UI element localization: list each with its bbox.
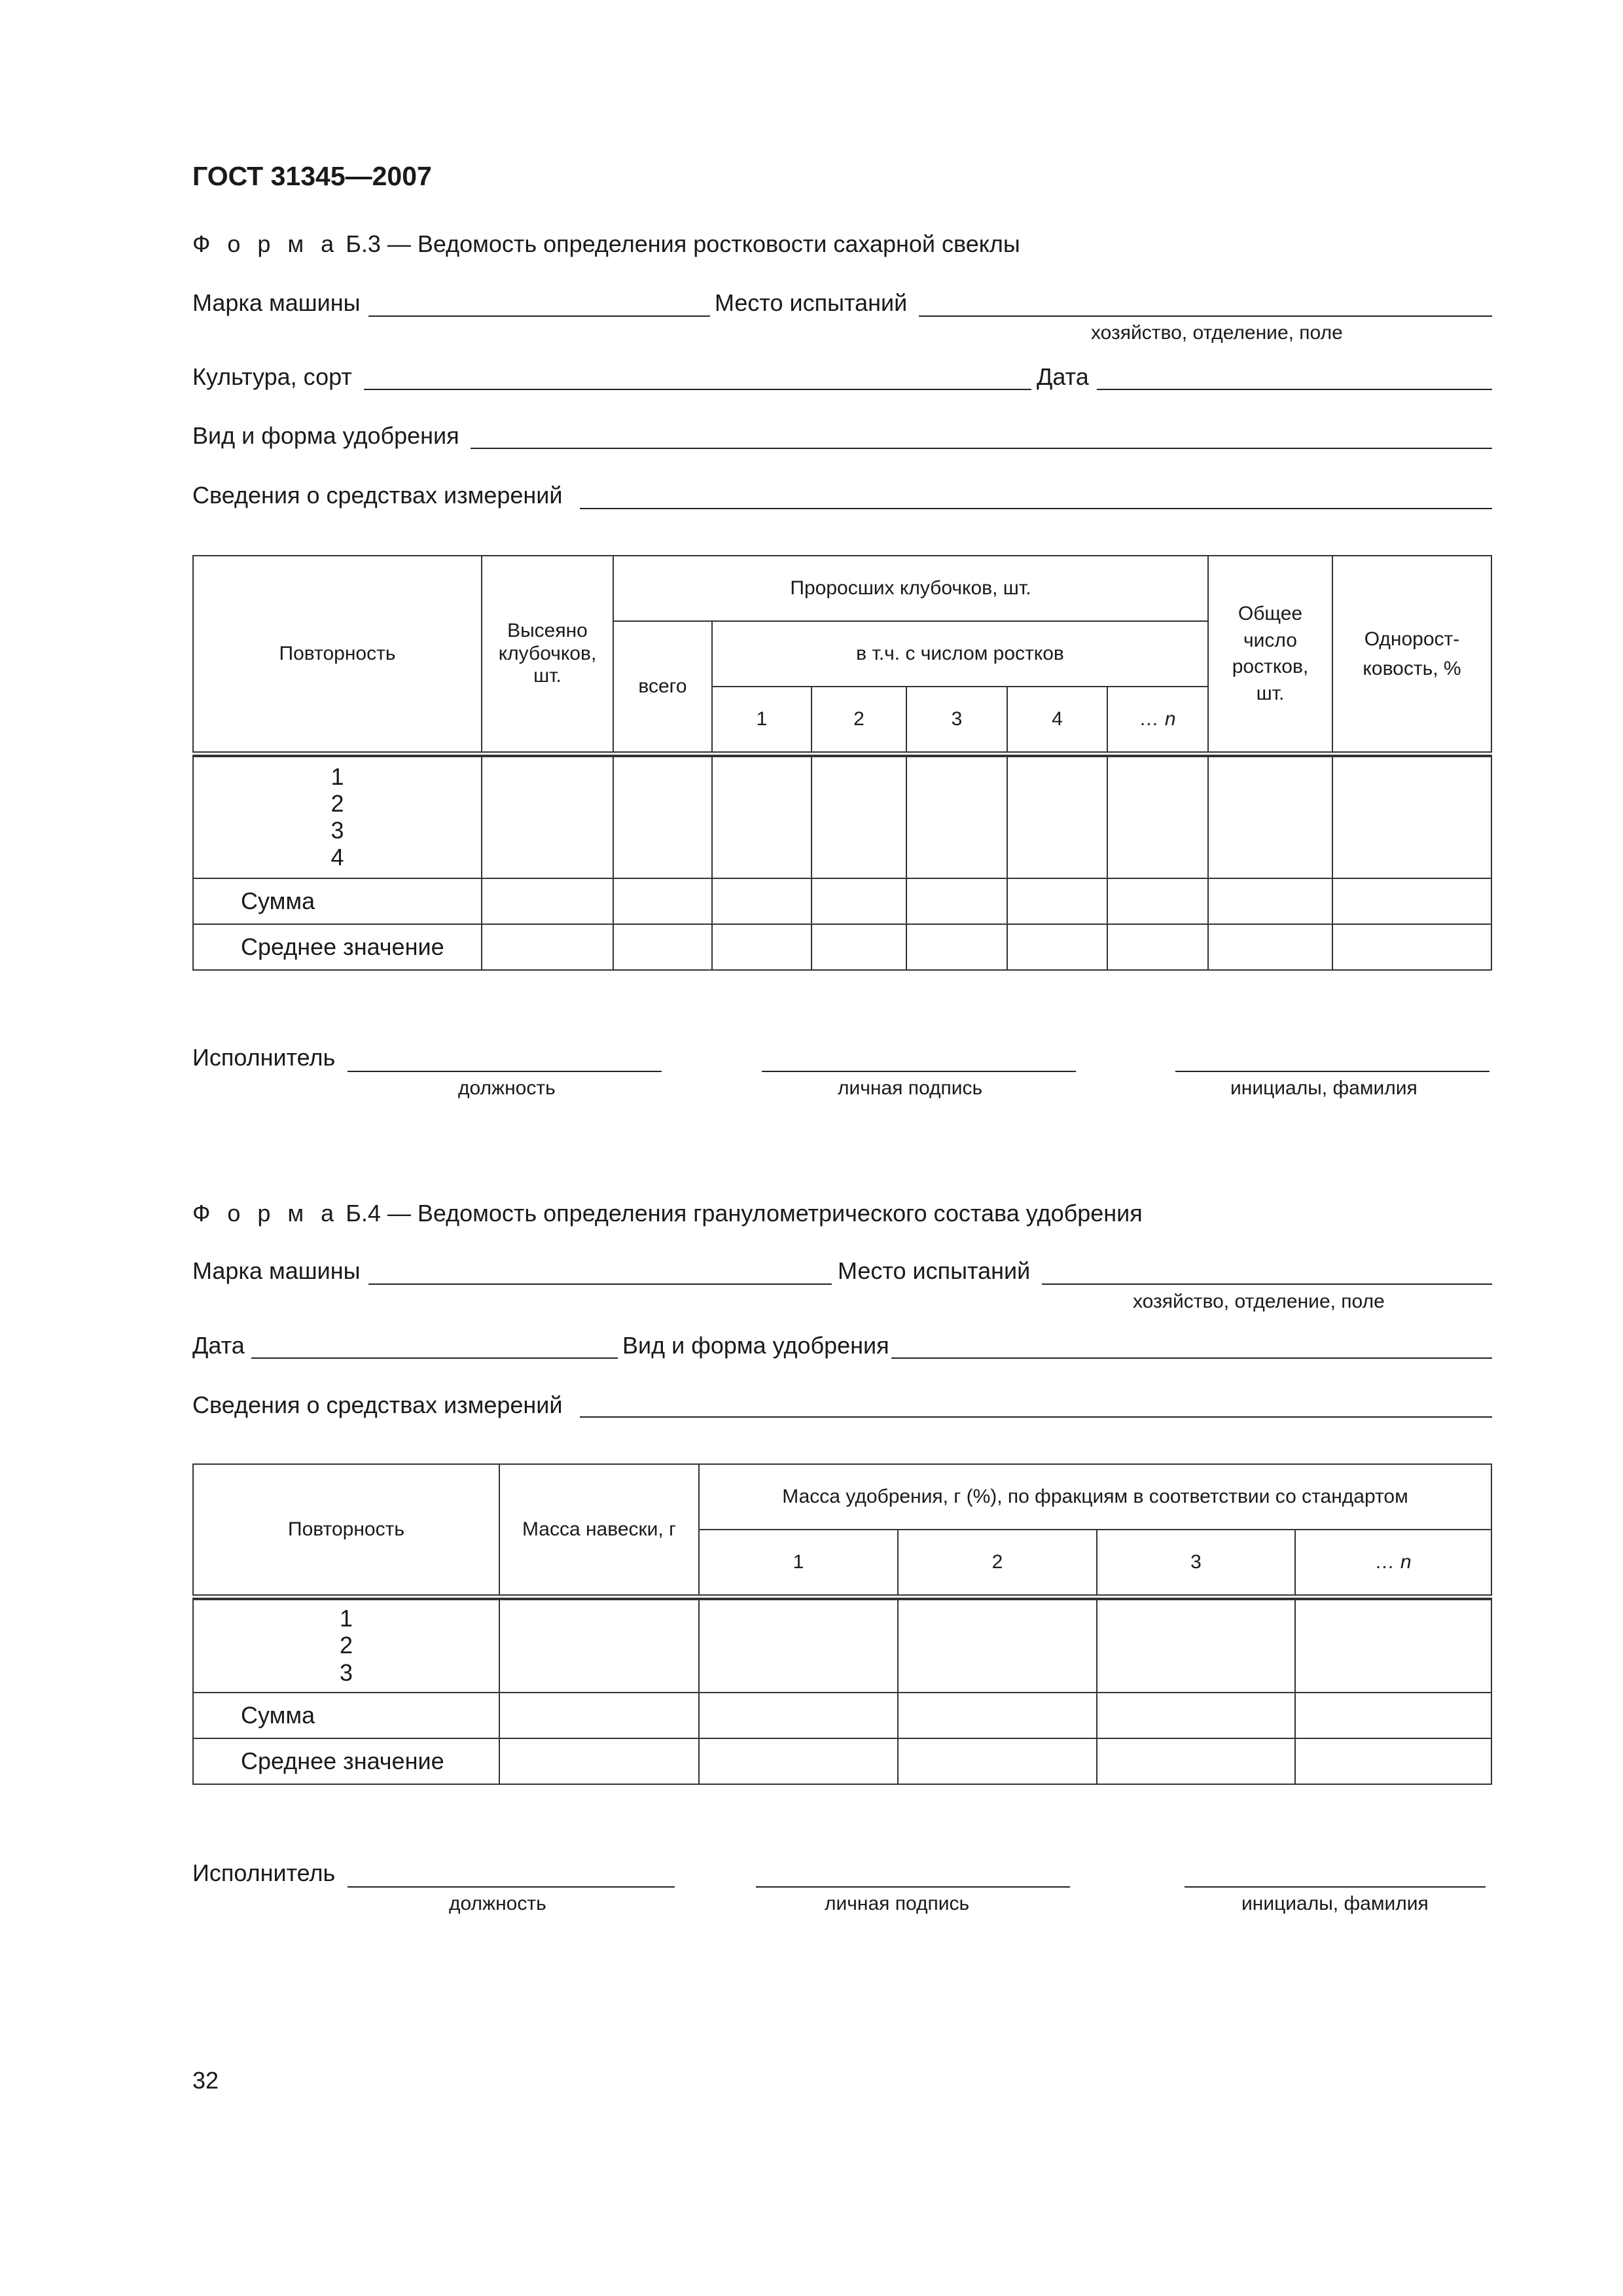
b3-cell[interactable] <box>1207 924 1333 971</box>
form-b4-place-hint: хозяйство, отделение, поле <box>1133 1291 1385 1312</box>
form-b3-title-prefix: Ф о р м а <box>192 230 340 257</box>
form-b3-name-caption: инициалы, фамилия <box>1230 1077 1418 1099</box>
b3-col-sown-line1: Высеяно <box>507 620 588 642</box>
b3-subcol-1: 1 <box>711 686 812 753</box>
form-b3-date-label: Дата <box>1037 363 1089 390</box>
b4-cell[interactable] <box>1096 1598 1296 1693</box>
b3-subcol-n: … n <box>1107 686 1209 753</box>
form-b3-position-field[interactable] <box>348 1071 662 1072</box>
b3-mean-label: Среднее значение <box>192 924 482 971</box>
page-number: 32 <box>192 2067 219 2094</box>
b3-cell[interactable] <box>906 878 1008 925</box>
b3-subcol-4: 4 <box>1007 686 1108 753</box>
b3-cell[interactable] <box>1007 924 1108 971</box>
form-b3-instruments-field[interactable] <box>580 508 1492 509</box>
b3-row-1: 1 <box>330 762 344 790</box>
b3-cell[interactable] <box>1332 924 1492 971</box>
form-b4-position-field[interactable] <box>348 1886 675 1888</box>
form-b4-signature-caption: личная подпись <box>825 1893 970 1914</box>
b3-cell[interactable] <box>1107 755 1209 879</box>
b3-col-repeat: Повторность <box>192 555 482 753</box>
form-b4-machine-field[interactable] <box>368 1283 832 1285</box>
b3-cell[interactable] <box>1332 878 1492 925</box>
b4-cell[interactable] <box>698 1692 899 1739</box>
form-b3-position-caption: должность <box>458 1077 556 1099</box>
b4-cell[interactable] <box>1096 1738 1296 1785</box>
b3-cell[interactable] <box>613 924 713 971</box>
b3-sum-label: Сумма <box>192 878 482 925</box>
form-b4-position-caption: должность <box>449 1893 546 1914</box>
b4-cell[interactable] <box>698 1598 899 1693</box>
b3-cell[interactable] <box>613 755 713 879</box>
b3-col-total-sprouts <box>1207 555 1333 753</box>
b3-row-3: 3 <box>330 817 344 844</box>
b3-cell[interactable] <box>711 924 812 971</box>
form-b3-executor-label: Исполнитель <box>192 1044 336 1071</box>
b3-row-4: 4 <box>330 844 344 871</box>
b3-col-total-sprouts-line3: ростков, <box>1232 656 1309 677</box>
b4-cell[interactable] <box>1294 1598 1492 1693</box>
b4-row-1: 1 <box>339 1605 353 1632</box>
form-b4-place-label: Место испытаний <box>838 1257 1031 1284</box>
form-b3-signature-caption: личная подпись <box>838 1077 983 1099</box>
form-b3-fertilizer-label: Вид и форма удобрения <box>192 422 459 449</box>
b4-cell[interactable] <box>499 1598 700 1693</box>
form-b4-date-field[interactable] <box>251 1357 618 1359</box>
form-b3-place-label: Место испытаний <box>715 289 908 316</box>
b4-cell[interactable] <box>897 1692 1097 1739</box>
b3-row-2: 2 <box>330 789 344 817</box>
form-b4-title-text: Б.4 — Ведомость определения гранулометрического состава удобрения <box>346 1200 1143 1227</box>
form-b4-instruments-label: Сведения о средствах измерений <box>192 1391 563 1418</box>
b4-cell[interactable] <box>499 1692 700 1739</box>
b4-subcol-n: … n <box>1294 1529 1492 1596</box>
form-b4-title-prefix: Ф о р м а <box>192 1200 340 1227</box>
b3-cell[interactable] <box>1107 924 1209 971</box>
form-b3-title-text: Б.3 — Ведомость определения ростковости сахарной свеклы <box>346 230 1020 257</box>
form-b4-fertilizer-label: Вид и форма удобрения <box>622 1332 889 1359</box>
b3-col-total: всего <box>613 620 713 753</box>
b4-col-repeat: Повторность <box>192 1463 500 1596</box>
b3-subcol-3: 3 <box>906 686 1008 753</box>
form-b3-signature-field[interactable] <box>762 1071 1076 1072</box>
form-b3-machine-field[interactable] <box>368 315 710 317</box>
form-b3-fertilizer-field[interactable] <box>471 448 1492 449</box>
b3-col-uniformity-line2: ковость, % <box>1363 658 1461 679</box>
b3-col-total-sprouts-line1: Общее <box>1238 603 1303 624</box>
form-b4-executor-label: Исполнитель <box>192 1859 336 1886</box>
b3-cell[interactable] <box>613 878 713 925</box>
form-b4-instruments-field[interactable] <box>580 1416 1492 1418</box>
form-b3-place-hint: хозяйство, отделение, поле <box>1091 322 1343 344</box>
b4-cell[interactable] <box>1294 1692 1492 1739</box>
b4-cell[interactable] <box>499 1738 700 1785</box>
b3-cell[interactable] <box>811 878 907 925</box>
b3-cell[interactable] <box>1107 878 1209 925</box>
b4-col-mass: Масса навески, г <box>499 1463 700 1596</box>
form-b3-instruments-label: Сведения о средствах измерений <box>192 482 563 509</box>
form-b4-name-caption: инициалы, фамилия <box>1241 1893 1429 1914</box>
b4-row-2: 2 <box>339 1632 353 1659</box>
b3-cell[interactable] <box>811 924 907 971</box>
b3-col-sprouted: Проросших клубочков, шт. <box>613 555 1209 622</box>
form-b4-place-field[interactable] <box>1042 1283 1492 1285</box>
b3-cell[interactable] <box>481 924 614 971</box>
b3-cell[interactable] <box>481 878 614 925</box>
b3-cell[interactable] <box>1332 755 1492 879</box>
b4-cell[interactable] <box>897 1738 1097 1785</box>
document-header: ГОСТ 31345—2007 <box>192 161 432 191</box>
b3-col-total-sprouts-line4: шт. <box>1256 682 1285 704</box>
b4-col-fractions: Масса удобрения, г (%), по фракциям в соответствии со стандартом <box>698 1463 1492 1530</box>
form-b3-machine-label: Марка машины <box>192 289 361 316</box>
b3-cell[interactable] <box>1207 878 1333 925</box>
form-b4-machine-label: Марка машины <box>192 1257 361 1284</box>
b4-cell[interactable] <box>1096 1692 1296 1739</box>
b3-cell[interactable] <box>1207 755 1333 879</box>
b3-cell[interactable] <box>1007 755 1108 879</box>
b3-col-sown-line2: клубочков, <box>498 642 597 664</box>
b3-col-including: в т.ч. с числом ростков <box>711 620 1209 687</box>
b3-col-uniformity <box>1332 555 1492 753</box>
b4-mean-label: Среднее значение <box>192 1738 500 1785</box>
form-b3-date-field[interactable] <box>1097 389 1492 390</box>
b4-cell[interactable] <box>1294 1738 1492 1785</box>
b3-col-sown <box>481 555 614 753</box>
b3-rows-cell <box>192 755 482 879</box>
b3-cell[interactable] <box>711 878 812 925</box>
b4-subcol-3: 3 <box>1096 1529 1296 1596</box>
form-b4-fertilizer-field[interactable] <box>891 1357 1492 1359</box>
b4-cell[interactable] <box>897 1598 1097 1693</box>
form-b4-name-field[interactable] <box>1185 1886 1486 1888</box>
b3-cell[interactable] <box>1007 878 1108 925</box>
b3-cell[interactable] <box>906 924 1008 971</box>
form-b3-place-field[interactable] <box>919 315 1492 317</box>
form-b4-signature-field[interactable] <box>756 1886 1070 1888</box>
b3-col-total-sprouts-line2: число <box>1243 629 1297 651</box>
b3-cell[interactable] <box>811 755 907 879</box>
form-b3-name-field[interactable] <box>1175 1071 1489 1072</box>
b3-subcol-2: 2 <box>811 686 907 753</box>
form-b3-culture-label: Культура, сорт <box>192 363 352 390</box>
b4-sum-label: Сумма <box>192 1692 500 1739</box>
b3-col-uniformity-line1: Однорост- <box>1364 628 1460 650</box>
b4-cell[interactable] <box>698 1738 899 1785</box>
b4-subcol-1: 1 <box>698 1529 899 1596</box>
form-b4-title <box>192 1200 1143 1227</box>
b4-subcol-2: 2 <box>897 1529 1097 1596</box>
b3-cell[interactable] <box>711 755 812 879</box>
b3-cell[interactable] <box>481 755 614 879</box>
b3-cell[interactable] <box>906 755 1008 879</box>
b3-col-sown-line3: шт. <box>533 665 562 687</box>
form-b3-culture-field[interactable] <box>364 389 1031 390</box>
form-b4-date-label: Дата <box>192 1332 245 1359</box>
b4-row-3: 3 <box>339 1659 353 1686</box>
b4-rows-cell <box>192 1598 500 1693</box>
form-b3-title <box>192 230 1020 258</box>
